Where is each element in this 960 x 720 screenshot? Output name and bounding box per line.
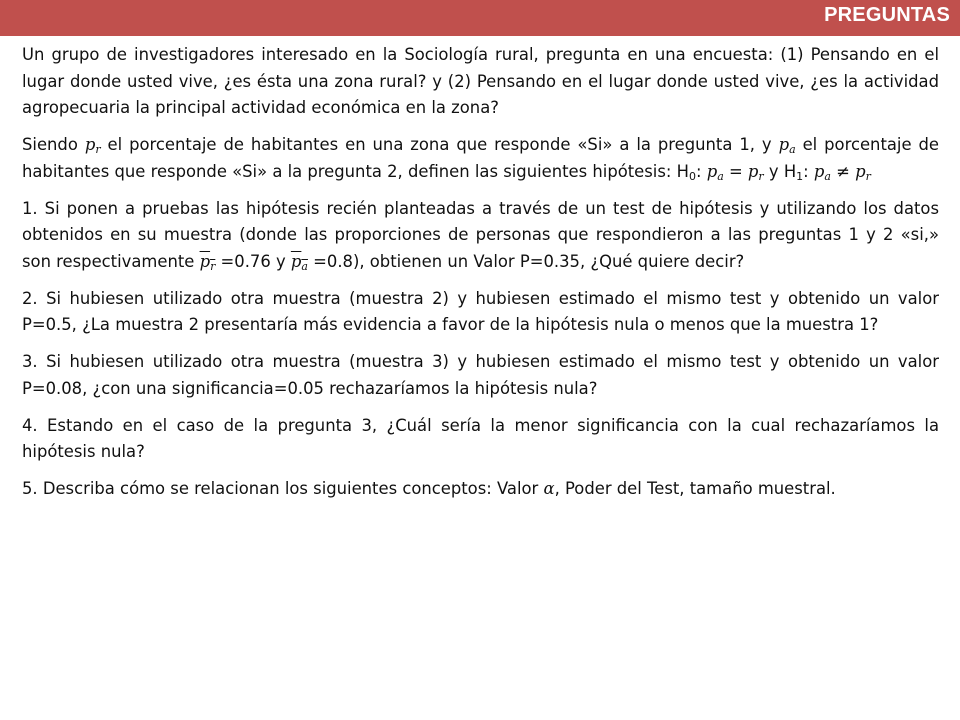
question-3: 3. Si hubiesen utilizado otra muestra (muestra 3) y hubiesen estimado el mismo test y obtenido un valor P=0.08, ¿con una significancia=0.05 rechazaríamos la hipótesis nula? — [22, 352, 939, 398]
null-hypothesis: $H_0$: $p_a = p_r$ — [676, 161, 764, 183]
question-1 — [22, 196, 939, 276]
p-r-symbol: $p_r$ — [84, 135, 101, 156]
question-5-text-1: 5. Describa cómo se relacionan los siguientes conceptos: Valor — [22, 479, 544, 498]
p-a-bar-symbol: $p_a$ — [290, 251, 308, 273]
alternative-hypothesis: $H_1$: $p_a \ne p_r$ — [783, 161, 871, 183]
question-2: 2. Si hubiesen utilizado otra muestra (muestra 2) y hubiesen estimado el mismo test y obtenido un valor P=0.5, ¿La muestra 2 presentaría más evidencia a favor de la hipótesis nula o menos que la muestra 1? — [22, 288, 939, 334]
intro-paragraph: Un grupo de investigadores interesado en la Sociología rural, pregunta en una encuesta: (1) Pensando en el lugar donde usted vive, ¿es ésta una zona rural? y (2) Pensando en el lugar donde usted vive, ¿es la actividad agropecuaria la principal actividad económica en la zona? — [22, 45, 939, 117]
question-1-text-3: =0.8), obtienen un Valor P=0.35, ¿Qué quiere decir? — [307, 251, 745, 271]
definition-text-3: el porcentaje de habitantes que responde «Si» a la pregunta 2, definen las siguientes hipótesis: — [22, 135, 939, 181]
question-5 — [22, 476, 939, 503]
slide-content — [22, 42, 939, 513]
page-title: PREGUNTAS — [824, 4, 950, 26]
title-bar — [0, 0, 960, 36]
p-a-symbol: $p_a$ — [778, 135, 796, 156]
question-1-text-1: 1. Si ponen a pruebas las hipótesis recién planteadas a través de un test de hipótesis y utilizando los datos obtenidos en su muestra (donde las proporciones de personas que respondieron a las preguntas 1 y 2 «si,» son respectivamente — [22, 198, 939, 271]
question-1-text-2: =0.76 y — [215, 251, 291, 271]
hypothesis-connector: y — [763, 161, 784, 181]
alpha-symbol: α — [543, 479, 555, 498]
definition-text-1: Siendo — [22, 135, 85, 154]
question-4: 4. Estando en el caso de la pregunta 3, ¿Cuál sería la menor significancia con la cual rechazaríamos la hipótesis nula? — [22, 415, 939, 461]
question-5-text-2: , Poder del Test, tamaño muestral. — [554, 479, 836, 498]
definition-text-2: el porcentaje de habitantes en una zona que responde «Si» a la pregunta 1, y — [100, 135, 779, 154]
definition-paragraph — [22, 132, 939, 185]
p-r-bar-symbol: $p_r$ — [199, 251, 216, 273]
